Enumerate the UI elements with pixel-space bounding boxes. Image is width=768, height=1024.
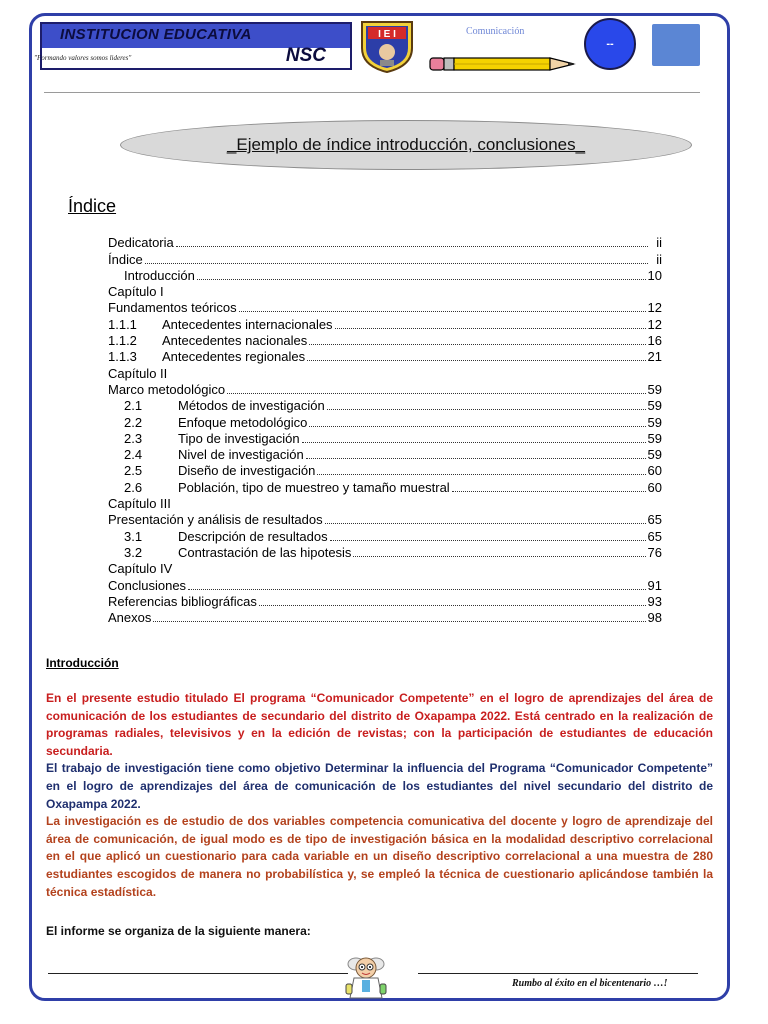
toc-leader-dots (330, 540, 646, 541)
toc-entry-label: Marco metodológico (108, 381, 226, 397)
toc-entry-label: Índice (108, 251, 143, 267)
toc-entry (108, 381, 662, 397)
toc-leader-dots (452, 491, 646, 492)
toc-entry (108, 478, 662, 494)
toc-entry-label: Capítulo I (108, 284, 164, 300)
toc-entry-number: 2.2 (124, 414, 143, 430)
toc-leader-dots (309, 344, 645, 345)
toc-entry-label: Capítulo IV (108, 561, 173, 577)
toc-leader-dots (327, 409, 646, 410)
toc-leader-dots (307, 360, 645, 361)
institution-name: INSTITUCION EDUCATIVA (60, 26, 252, 43)
toc-entry-page: ii (656, 251, 662, 267)
toc-leader-dots (188, 589, 645, 590)
introduction-heading: Introducción (46, 656, 119, 670)
toc-entry-page: 65 (647, 528, 662, 544)
toc-entry (108, 413, 662, 429)
toc-leader-dots (259, 605, 646, 606)
toc-entry (108, 234, 662, 250)
toc-entry (108, 576, 662, 592)
toc-entry-label: Descripción de resultados (178, 528, 328, 544)
page-title: _Ejemplo de índice introducción, conclusiones_ (226, 135, 586, 154)
toc-entry (108, 332, 662, 348)
toc-entry-label: Fundamentos teóricos (108, 300, 237, 316)
toc-entry-number: 2.4 (124, 447, 143, 463)
toc-leader-dots (317, 474, 645, 475)
subject-label: Comunicación (466, 26, 525, 37)
toc-entry-number: 2.6 (124, 479, 143, 495)
toc-leader-dots (176, 246, 648, 247)
footer-rule-right (418, 973, 698, 974)
toc-entry-label: Anexos (108, 610, 152, 626)
toc-entry (108, 364, 662, 380)
toc-entry-page: 12 (647, 300, 662, 316)
toc-entry (108, 593, 662, 609)
toc-entry-label: Capítulo II (108, 365, 168, 381)
crest-text: I E I (378, 29, 396, 40)
toc-entry (108, 250, 662, 266)
toc-entry-page: 59 (647, 398, 662, 414)
institution-motto: "Formando valores somos lideres" (34, 54, 132, 62)
toc-leader-dots (239, 311, 646, 312)
toc-entry-number: 1.1.2 (108, 333, 137, 349)
toc-entry-number: 2.3 (124, 430, 143, 446)
scientist-mascot-icon (338, 950, 394, 1005)
toc-entry-page: 12 (647, 316, 662, 332)
toc-entry (108, 495, 662, 511)
toc-entry (108, 397, 662, 413)
toc-leader-dots (353, 556, 645, 557)
badge-circle-text: -- (606, 38, 614, 50)
toc-entry-page: 59 (647, 381, 662, 397)
toc-entry-number: 2.5 (124, 463, 143, 479)
toc-entry-label: Antecedentes internacionales (162, 316, 333, 332)
toc-entry-page: ii (656, 235, 662, 251)
toc-entry-label: Dedicatoria (108, 235, 174, 251)
toc-leader-dots (325, 523, 646, 524)
toc-entry-page: 91 (647, 577, 662, 593)
intro-paragraph-3: La investigación es de estudio de dos variables competencia comunicativa del docente y logro de aprendizaje del área de comunicación, de igual modo es de tipo de investigación básica en la modalidad descriptivo correlacional en el que aplicó un cuestionario para cada variable en un diseño descriptivo correlacional a una muestra de 280 estudiantes escogidos de manera no probabilística y, se empleó la técnica de cuestionario aplicándose también la técnica estadística. (46, 814, 713, 899)
footer-slogan: Rumbo al éxito en el bicentenario …! (512, 978, 668, 989)
toc-leader-dots (302, 442, 646, 443)
toc-entry-number: 2.1 (124, 398, 143, 414)
toc-entry-page: 98 (647, 610, 662, 626)
school-crest-logo (358, 18, 416, 74)
intro-paragraph-2: El trabajo de investigación tiene como objetivo Determinar la influencia del Programa “Comunicador Competente” en el logro de aprendizajes del área de comunicación de los estudiantes del nivel secundario del distrito de Oxapampa 2022. (46, 761, 713, 811)
header-divider (44, 92, 700, 93)
toc-entry-number: 3.1 (124, 528, 143, 544)
toc-entry (108, 446, 662, 462)
badge-square (652, 24, 700, 66)
toc-entry-page: 60 (647, 479, 662, 495)
toc-entry (108, 348, 662, 364)
toc-leader-dots (306, 458, 646, 459)
toc-entry-label: Población, tipo de muestreo y tamaño muestral (178, 479, 450, 495)
toc-entry-page: 10 (647, 267, 662, 283)
toc-entry-page: 21 (647, 349, 662, 365)
toc-entry-label: Conclusiones (108, 577, 187, 593)
intro-paragraph-1: En el presente estudio titulado El programa “Comunicador Competente” en el logro de aprendizajes del área de comunicación de los estudiantes de secundario del distrito de Oxapampa 2022. Está centrado en la realización de programas radiales, televisivos y en la edición de revistas; con la participación de estudiantes de educación secundaria. (46, 691, 713, 758)
toc-entry-page: 65 (647, 512, 662, 528)
footer-rule-left (48, 973, 348, 974)
toc-entry-label: Nivel de investigación (178, 447, 304, 463)
toc-leader-dots (153, 621, 645, 622)
toc-entry (108, 315, 662, 331)
toc-entry (108, 430, 662, 446)
toc-entry (108, 283, 662, 299)
toc-entry (108, 527, 662, 543)
toc-entry-label: Antecedentes nacionales (162, 333, 308, 349)
toc-entry-label: Presentación y análisis de resultados (108, 512, 323, 528)
table-of-contents (108, 234, 662, 625)
toc-leader-dots (145, 263, 648, 264)
institution-banner (40, 22, 352, 70)
toc-leader-dots (309, 426, 645, 427)
toc-entry-page: 93 (647, 593, 662, 609)
toc-entry-page: 60 (647, 463, 662, 479)
title-banner (120, 120, 692, 170)
toc-entry (108, 462, 662, 478)
toc-entry (108, 511, 662, 527)
index-heading: Índice (68, 196, 117, 216)
toc-entry-label: Tipo de investigación (178, 430, 300, 446)
toc-entry (108, 299, 662, 315)
toc-entry-page: 59 (647, 447, 662, 463)
toc-entry-page: 59 (647, 430, 662, 446)
toc-entry (108, 267, 662, 283)
toc-entry-label: Introducción (124, 267, 195, 283)
pencil-icon (428, 54, 580, 79)
toc-leader-dots (227, 393, 645, 394)
toc-entry-label: Métodos de investigación (178, 398, 325, 414)
toc-entry-page: 76 (647, 544, 662, 560)
badge-circle (584, 18, 636, 70)
toc-entry-number: 1.1.3 (108, 349, 137, 365)
introduction-body (46, 690, 713, 901)
toc-entry (108, 560, 662, 576)
toc-entry-page: 59 (647, 414, 662, 430)
toc-entry (108, 544, 662, 560)
toc-leader-dots (335, 328, 646, 329)
toc-entry-number: 3.2 (124, 544, 143, 560)
toc-entry-label: Contrastación de las hipotesis (178, 544, 352, 560)
toc-entry-label: Diseño de investigación (178, 463, 316, 479)
toc-entry-label: Enfoque metodológico (178, 414, 308, 430)
toc-leader-dots (197, 279, 646, 280)
organization-statement: El informe se organiza de la siguiente manera: (46, 924, 311, 938)
toc-entry-label: Antecedentes regionales (162, 349, 306, 365)
toc-entry-label: Capítulo III (108, 496, 171, 512)
institution-short-name: NSC (285, 45, 326, 66)
toc-entry-label: Referencias bibliográficas (108, 593, 257, 609)
toc-entry-number: 1.1.1 (108, 316, 137, 332)
toc-entry-page: 16 (647, 333, 662, 349)
toc-entry (108, 609, 662, 625)
